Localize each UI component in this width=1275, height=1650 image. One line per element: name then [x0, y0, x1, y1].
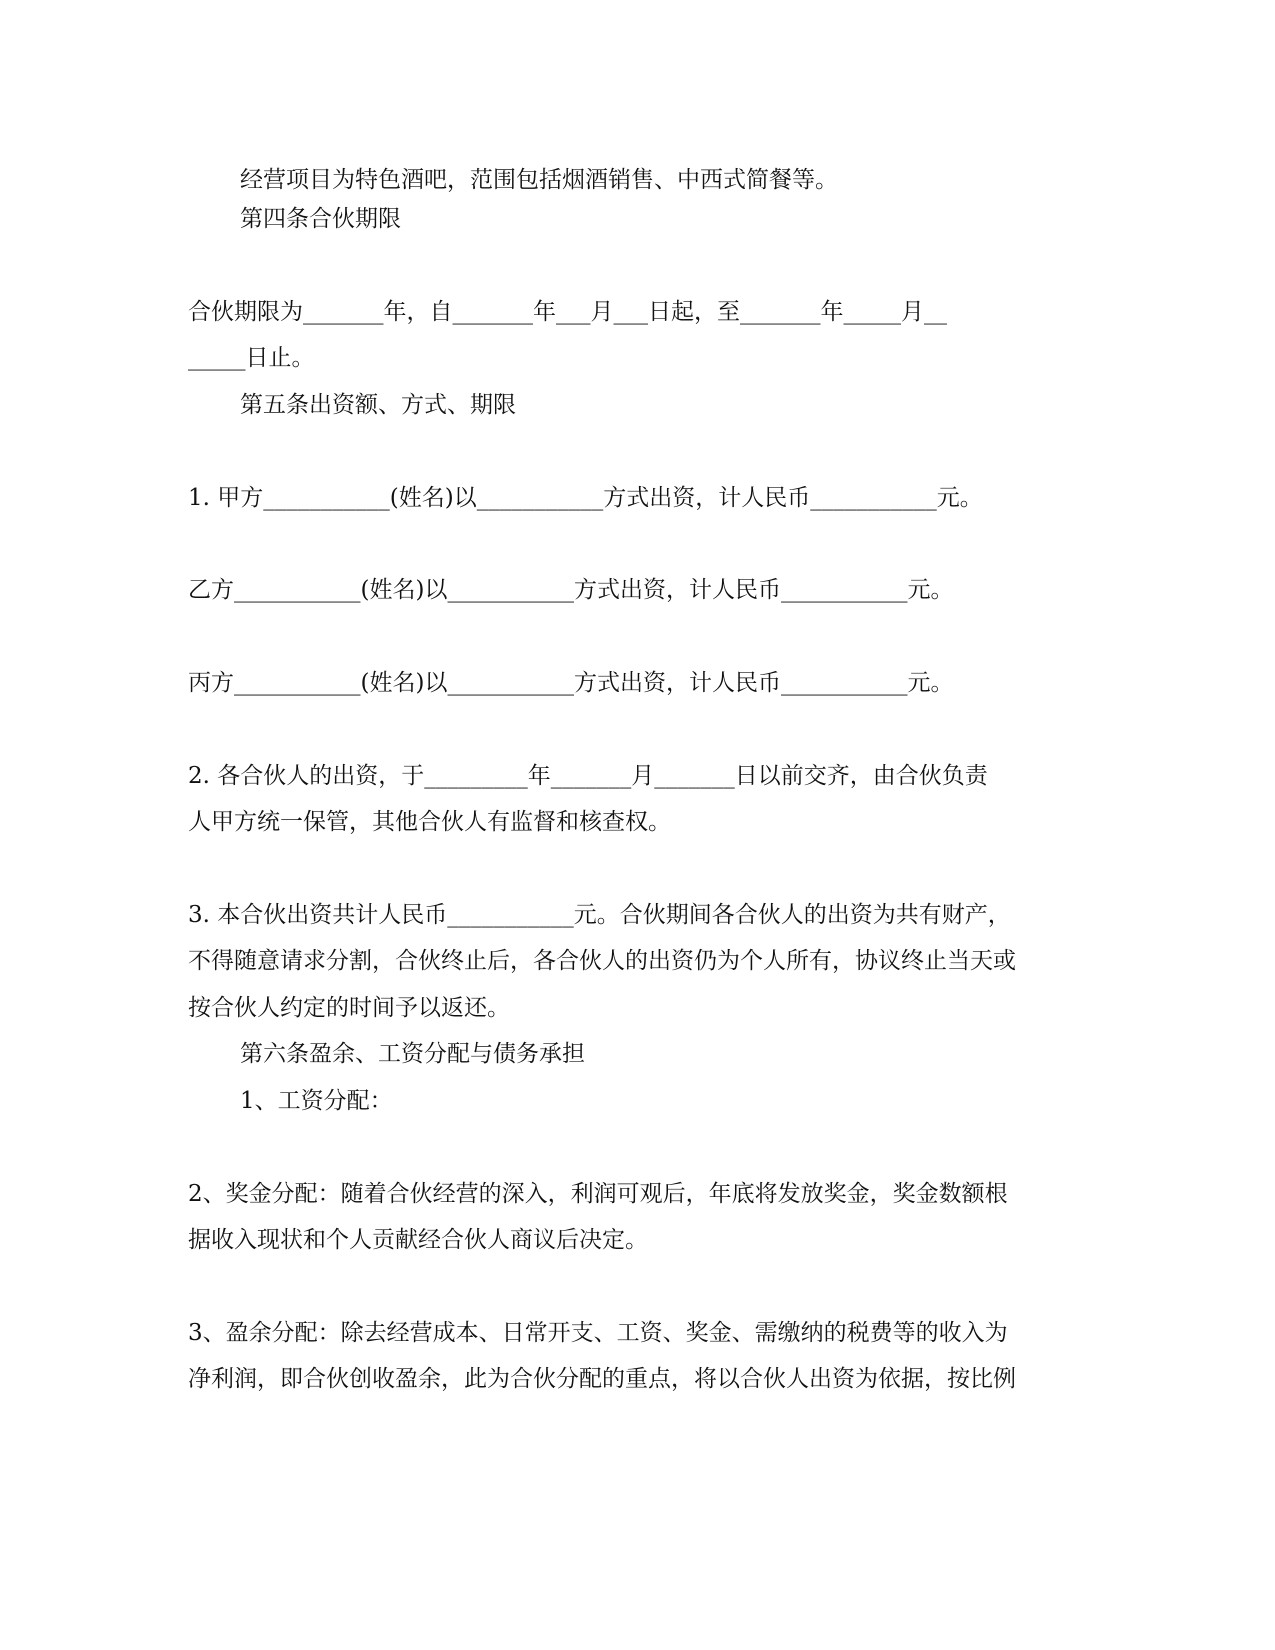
- party-c-contribution: 丙方___________(姓名)以___________方式出资，计人民币___________元。: [188, 670, 954, 696]
- surplus-distribution-line-1: 3、盈余分配：除去经营成本、日常开支、工资、奖金、需缴纳的税费等的收入为: [188, 1320, 1008, 1346]
- partnership-term-line-2: _____日止。: [188, 345, 315, 371]
- total-contribution-line-1: 3. 本合伙出资共计人民币___________元。合伙期间各合伙人的出资为共有财产，: [188, 902, 1011, 928]
- contribution-deadline-line-2: 人甲方统一保管，其他合伙人有监督和核查权。: [188, 809, 671, 835]
- partnership-term-line-1: 合伙期限为_______年，自_______年___月___日起，至_______年_____月__: [188, 299, 947, 325]
- business-scope-text: 经营项目为特色酒吧，范围包括烟酒销售、中西式简餐等。: [240, 167, 838, 193]
- bonus-distribution-line-2: 据收入现状和个人贡献经合伙人商议后决定。: [188, 1227, 648, 1253]
- surplus-distribution-line-2: 净利润，即合伙创收盈余，此为合伙分配的重点，将以合伙人出资为依据，按比例: [188, 1366, 1016, 1392]
- article-4-heading: 第四条合伙期限: [240, 206, 401, 232]
- article-6-heading: 第六条盈余、工资分配与债务承担: [240, 1041, 585, 1067]
- total-contribution-line-2: 不得随意请求分割，合伙终止后，各合伙人的出资仍为个人所有，协议终止当天或: [188, 948, 1016, 974]
- bonus-distribution-line-1: 2、奖金分配：随着合伙经营的深入，利润可观后，年底将发放奖金，奖金数额根: [188, 1181, 1008, 1207]
- total-contribution-line-3: 按合伙人约定的时间予以返还。: [188, 995, 510, 1021]
- party-a-contribution: 1. 甲方___________(姓名)以___________方式出资，计人民币___________元。: [188, 485, 983, 511]
- contribution-deadline-line-1: 2. 各合伙人的出资，于_________年_______月_______日以前交齐，由合伙负责: [188, 763, 988, 789]
- article-5-heading: 第五条出资额、方式、期限: [240, 392, 516, 418]
- wage-distribution-item: 1、工资分配：: [240, 1088, 393, 1114]
- party-b-contribution: 乙方___________(姓名)以___________方式出资，计人民币___________元。: [188, 577, 954, 603]
